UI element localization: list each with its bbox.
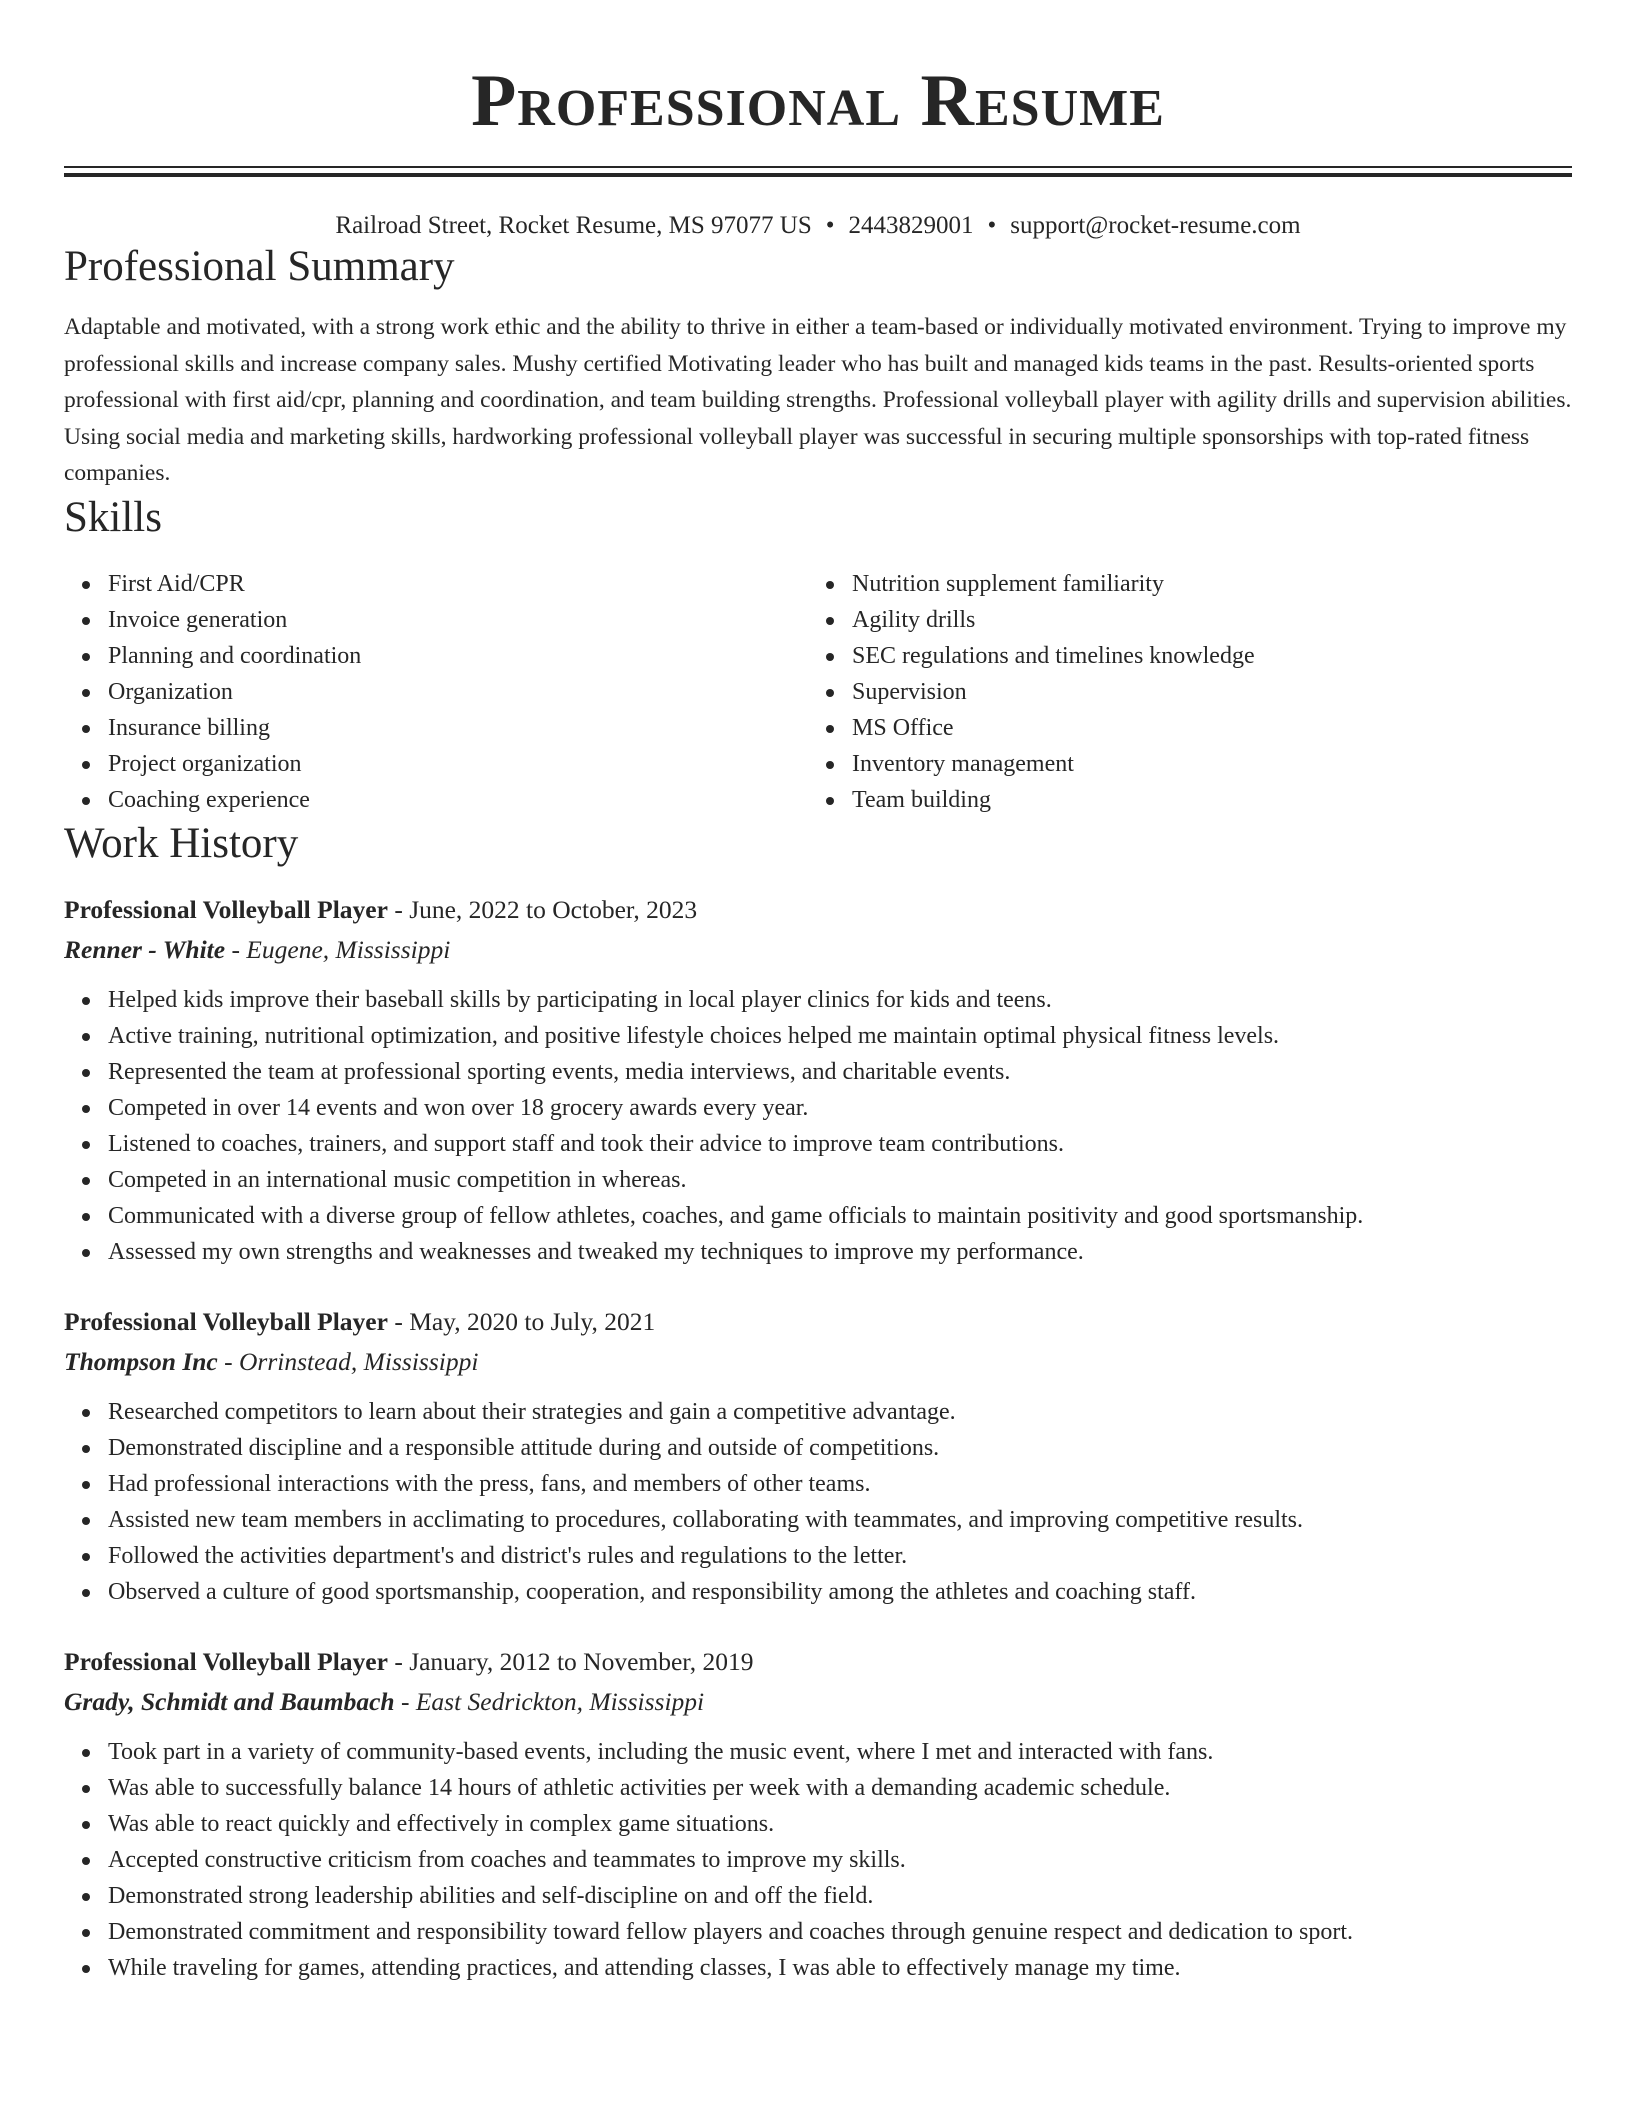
job-bullet: Researched competitors to learn about their strategies and gain a competitive advantage. (108, 1394, 1572, 1430)
job-bullet: Demonstrated strong leadership abilities and self-discipline on and off the field. (108, 1878, 1572, 1914)
job-bullet: Assessed my own strengths and weaknesses and tweaked my techniques to improve my performance. (108, 1234, 1572, 1270)
skill-item: Team building (852, 782, 1552, 818)
job-bullets (64, 1734, 1572, 1986)
job-company-line (64, 1342, 1572, 1382)
job-bullets (64, 1394, 1572, 1610)
summary-heading: Professional Summary (64, 243, 455, 290)
contact-email: support@rocket-resume.com (1010, 212, 1301, 239)
job-company-line (64, 1682, 1572, 1722)
job-dates: - May, 2020 to July, 2021 (387, 1306, 656, 1336)
skills-list (64, 566, 1572, 818)
header-divider-thin (64, 166, 1572, 168)
skill-item: Coaching experience (108, 782, 808, 818)
job-location: - Orrinstead, Mississippi (217, 1346, 479, 1376)
skill-item: First Aid/CPR (108, 566, 808, 602)
skill-item: Nutrition supplement familiarity (852, 566, 1552, 602)
job-bullet: Demonstrated commitment and responsibility toward fellow players and coaches through genuine respect and dedication to sport. (108, 1914, 1572, 1950)
work-history-heading: Work History (64, 819, 299, 867)
job-bullet: While traveling for games, attending practices, and attending classes, I was able to effectively manage my time. (108, 1950, 1572, 1986)
job-bullet: Competed in an international music competition in whereas. (108, 1162, 1572, 1198)
skill-item: Planning and coordination (108, 638, 808, 674)
job-title: Professional Volleyball Player (64, 1646, 388, 1676)
job-entry (64, 890, 1572, 1270)
job-company-line (64, 930, 1572, 970)
job-company: Thompson Inc (64, 1346, 218, 1376)
resume-title: Professional Resume (471, 60, 1165, 142)
resume-page (64, 0, 1572, 1986)
job-bullet: Demonstrated discipline and a responsible attitude during and outside of competitions. (108, 1430, 1572, 1466)
job-bullet: Represented the team at professional sporting events, media interviews, and charitable events. (108, 1054, 1572, 1090)
job-bullet: Had professional interactions with the press, fans, and members of other teams. (108, 1466, 1572, 1502)
contact-phone: 2443829001 (848, 212, 974, 239)
job-bullet: Competed in over 14 events and won over 18 grocery awards every year. (108, 1090, 1572, 1126)
job-location: - East Sedrickton, Mississippi (394, 1686, 705, 1716)
job-title: Professional Volleyball Player (64, 894, 388, 924)
skill-item: Supervision (852, 674, 1552, 710)
contact-separator: • (987, 212, 997, 239)
job-entry (64, 1302, 1572, 1610)
skills-heading: Skills (64, 493, 162, 541)
contact-line (64, 211, 1572, 241)
job-bullet: Observed a culture of good sportsmanship, cooperation, and responsibility among the athletes and coaching staff. (108, 1574, 1572, 1610)
skill-item: Project organization (108, 746, 808, 782)
job-bullet: Was able to react quickly and effectively in complex game situations. (108, 1806, 1572, 1842)
job-bullet: Communicated with a diverse group of fellow athletes, coaches, and game officials to maintain positivity and good sportsmanship. (108, 1198, 1572, 1234)
skills-column-right (808, 566, 1552, 818)
summary-text: Adaptable and motivated, with a strong work ethic and the ability to thrive in either a team-based or individually motivated environment. Trying to improve my professional skills and increase company sales. Mushy certified Motivating leader who has built and managed kids teams in the past. Results-oriented sports professional with first aid/cpr, planning and coordination, and team building strengths. Professional volleyball player with agility drills and supervision abilities. Using social media and marketing skills, hardworking professional volleyball player was successful in securing multiple sponsorships with top-rated fitness companies. (64, 314, 1572, 486)
job-title: Professional Volleyball Player (64, 1306, 388, 1336)
skill-item: Organization (108, 674, 808, 710)
contact-separator: • (825, 212, 835, 239)
skill-item: Insurance billing (108, 710, 808, 746)
contact-address: Railroad Street, Rocket Resume, MS 97077 US (335, 212, 812, 239)
job-company: Renner - White (64, 934, 226, 964)
skill-item: SEC regulations and timelines knowledge (852, 638, 1552, 674)
header-divider-thick (64, 173, 1572, 177)
job-company: Grady, Schmidt and Baumbach (64, 1686, 395, 1716)
job-bullet: Helped kids improve their baseball skills by participating in local player clinics for kids and teens. (108, 982, 1572, 1018)
job-title-line (64, 890, 1572, 930)
job-bullet: Listened to coaches, trainers, and support staff and took their advice to improve team contributions. (108, 1126, 1572, 1162)
skill-item: Invoice generation (108, 602, 808, 638)
job-dates: - January, 2012 to November, 2019 (387, 1646, 754, 1676)
job-bullet: Assisted new team members in acclimating to procedures, collaborating with teammates, and improving competitive results. (108, 1502, 1572, 1538)
job-bullet: Was able to successfully balance 14 hours of athletic activities per week with a demanding academic schedule. (108, 1770, 1572, 1806)
job-location: - Eugene, Mississippi (225, 934, 451, 964)
skill-item: MS Office (852, 710, 1552, 746)
job-bullet: Accepted constructive criticism from coaches and teammates to improve my skills. (108, 1842, 1572, 1878)
job-bullet: Took part in a variety of community-based events, including the music event, where I met and interacted with fans. (108, 1734, 1572, 1770)
job-title-line (64, 1642, 1572, 1682)
job-title-line (64, 1302, 1572, 1342)
skill-item: Inventory management (852, 746, 1552, 782)
job-bullet: Followed the activities department's and district's rules and regulations to the letter. (108, 1538, 1572, 1574)
job-bullets (64, 982, 1572, 1270)
job-dates: - June, 2022 to October, 2023 (387, 894, 698, 924)
job-bullet: Active training, nutritional optimization, and positive lifestyle choices helped me maintain optimal physical fitness levels. (108, 1018, 1572, 1054)
job-entry (64, 1642, 1572, 1986)
skill-item: Agility drills (852, 602, 1552, 638)
skills-column-left (64, 566, 808, 818)
